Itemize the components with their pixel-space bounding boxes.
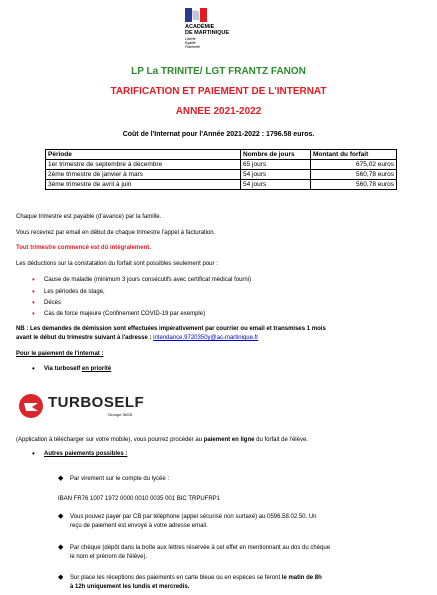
priority-text: en priorité	[81, 366, 112, 372]
turboself-emblem-icon	[18, 393, 44, 419]
turboself-logo	[18, 393, 168, 423]
table-header-cell: Période	[46, 150, 241, 160]
cheque-text-1: Par chèque (dépôt dans la boîte aux lettres réservée à cet effet en mentionnant au dos du chèque	[70, 545, 331, 551]
marianne-flag-icon	[185, 8, 207, 22]
bullet-icon: •	[32, 309, 35, 318]
turboself-priority	[44, 365, 111, 373]
table-row	[46, 180, 397, 190]
diamond-bullet-icon: ◆	[58, 513, 64, 520]
virement-text: Par virement sur le compte du lycée :	[70, 476, 170, 482]
payment-heading: Pour le paiement de l'internat :	[16, 351, 104, 357]
other-payments-heading: Autres paiements possibles :	[44, 451, 128, 457]
table-row	[46, 170, 397, 180]
onsite-text-2: à 12h uniquement les lundis et mercredis.	[70, 584, 190, 590]
list-item: Décès	[44, 300, 62, 306]
tariff-table	[45, 149, 397, 190]
bullet-icon: •	[32, 364, 35, 373]
table-cell-amount: 675,02 euros	[311, 160, 397, 170]
table-row	[46, 160, 397, 170]
bullet-icon: •	[32, 275, 35, 284]
cb-text-2: reçu de paiement est envoyé à votre adresse email.	[70, 523, 208, 529]
logo-line1: ACADÉMIE	[185, 24, 215, 30]
nb-line2-text: avant le début du trimestre suivant à l'adresse :	[16, 335, 154, 341]
app-download-text	[16, 436, 431, 444]
table-cell-period: 2ème trimestre de janvier à mars	[46, 170, 241, 180]
table-cell-amount: 560,78 euros	[311, 180, 397, 190]
quarter-due-text: Tout trimestre commencé est dû intégralement.	[16, 245, 151, 251]
logo-motto-3: Fraternité	[185, 45, 200, 49]
diamond-bullet-icon: ◆	[58, 475, 64, 482]
onsite-text-part: Sur place les réceptions des paiements en carte bleue ou en espèces se feront	[70, 575, 282, 581]
document-title: TARIFICATION ET PAIEMENT DE L'INTERNAT	[110, 86, 327, 97]
table-cell-period: 1er trimestre de septembre à décembre	[46, 160, 241, 170]
school-name: LP La TRINITE/ LGT FRANTZ FANON	[131, 66, 306, 77]
annual-cost: Coût de l'Internat pour l'Année 2021-2022 : 1796.58 euros.	[122, 131, 315, 138]
nb-line2	[16, 334, 426, 342]
table-cell-amount: 560,78 euros	[311, 170, 397, 180]
cb-text-1: Vous pouvez payer par CB par téléphone (appel sécurisé non surtaxé) au 0596.58.02.50. Un	[70, 514, 317, 520]
payable-text: Chaque trimestre est payable (d'avance) par la famille.	[16, 214, 162, 220]
via-text: Via turboself	[44, 366, 82, 372]
app-text-part: du forfait de l'élève.	[254, 437, 308, 443]
diamond-bullet-icon: ◆	[58, 544, 64, 551]
table-cell-days: 54 jours	[241, 170, 311, 180]
onsite-text-bold: le matin de 8h	[281, 575, 322, 581]
table-header-row	[46, 150, 397, 160]
cheque-text-2: le nom et prénom de l'élève).	[70, 554, 148, 560]
onsite-text-1	[70, 574, 322, 582]
app-text-part: (Application à télécharger sur votre mobile), vous pourrez procéder au	[16, 437, 204, 443]
bullet-icon: •	[32, 298, 35, 307]
table-header-cell: Nombre de jours	[241, 150, 311, 160]
table-cell-days: 65 jours	[241, 160, 311, 170]
table-header-cell: Montant du forfait	[311, 150, 397, 160]
list-item: Cas de force majeure (Confinement COVID-19 par exemple)	[44, 311, 206, 317]
app-text-bold: paiement en ligne	[203, 437, 255, 443]
nb-bold: par courrier ou email et transmises 1 mois	[205, 326, 326, 332]
bullet-icon: •	[32, 449, 35, 458]
nb-notice	[16, 325, 426, 333]
table-cell-period: 3ème trimestre de avril à juin	[46, 180, 241, 190]
list-item: Cause de maladie (minimum 3 jours consécutifs avec certificat médical fourni)	[44, 277, 252, 283]
republique-logo	[183, 8, 253, 54]
nb-prefix: NB : Les demandes de démission sont effectuées impérativement	[16, 326, 206, 332]
turboself-brand: TURBOSELF	[48, 394, 145, 411]
turboself-sub: Groupe INCB	[108, 412, 133, 417]
bullet-icon: •	[32, 287, 35, 296]
logo-motto-1: Liberté	[185, 37, 196, 41]
diamond-bullet-icon: ◆	[58, 574, 64, 581]
list-item: Les périodes de stage,	[44, 289, 105, 295]
logo-line2: DE MARTINIQUE	[185, 30, 229, 36]
table-cell-days: 54 jours	[241, 180, 311, 190]
logo-motto-2: Égalité	[185, 41, 196, 45]
email-notice-text: Vous recevrez par email en début de chaque trimestre l'appel à facturation.	[16, 230, 216, 236]
email-link[interactable]: intendance.9720350y@ac-martinique.fr	[153, 335, 259, 341]
school-year: ANNEE 2021-2022	[175, 106, 262, 117]
iban-text: IBAN FR76 1007 1972 0000 0010 0035 001 BIC TRPUFRP1	[58, 496, 220, 502]
deductions-intro: Les déductions sur la constatation du forfait sont possibles seulement pour :	[16, 261, 218, 267]
